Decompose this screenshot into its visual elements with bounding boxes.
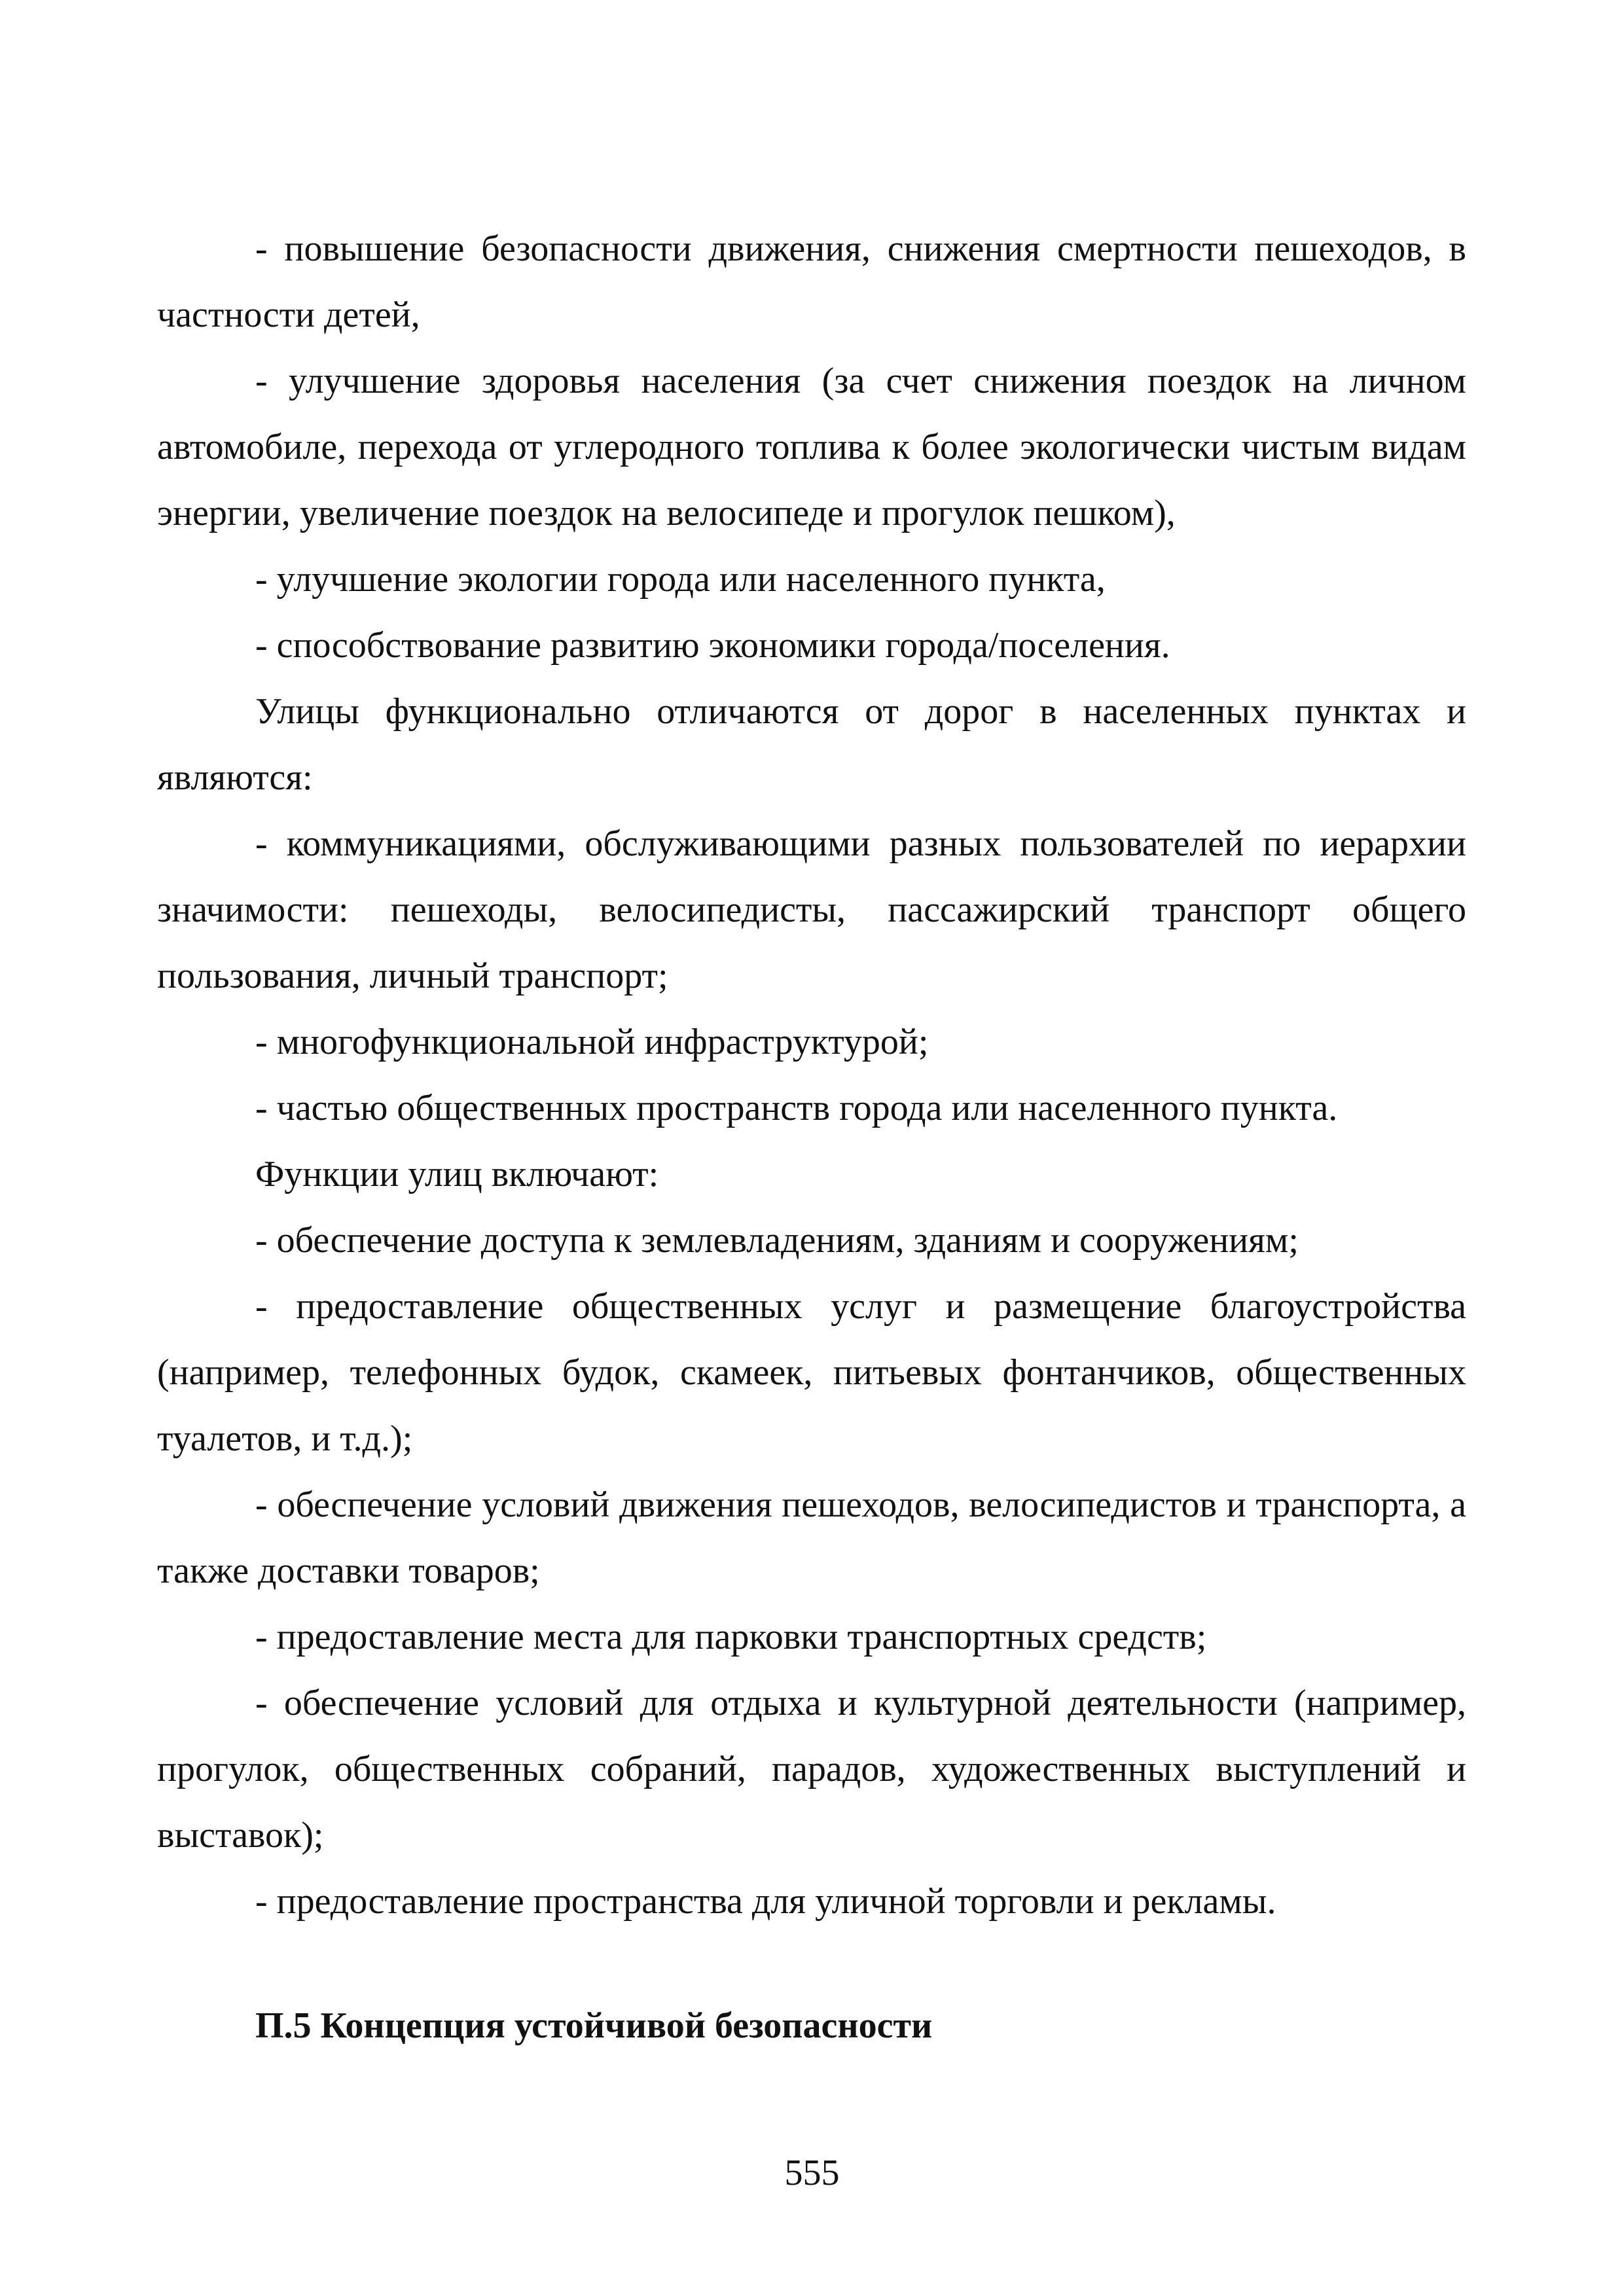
paragraph-streets-intro: Улицы функционально отличаются от дорог в населенных пунктах и являются:: [157, 691, 1466, 798]
paragraph-functions-intro: Функции улиц включают:: [255, 1154, 659, 1194]
paragraph-economy: - способствование развитию экономики города/поселения.: [255, 625, 1170, 666]
paragraph-recreation: - обеспечение условий для отдыха и культурной деятельности (например, прогулок, общественных собраний, парадов, художественных выступлений и выставок);: [157, 1683, 1466, 1856]
paragraph-movement: - обеспечение условий движения пешеходов, велосипедистов и транспорта, а также доставки товаров;: [157, 1484, 1466, 1591]
paragraph-communications: - коммуникациями, обслуживающими разных пользователей по иерархии значимости: пешеходы, велосипедисты, пассажирский транспорт общего пользования, личный транспорт;: [157, 823, 1466, 996]
paragraph-road-safety: - повышение безопасности движения, снижения смертности пешеходов, в частности детей,: [157, 228, 1466, 335]
paragraph-infrastructure: - многофункциональной инфраструктурой;: [255, 1022, 929, 1062]
section-heading: П.5 Концепция устойчивой безопасности: [255, 2005, 933, 2046]
paragraph-parking: - предоставление места для парковки транспортных средств;: [255, 1617, 1207, 1657]
paragraph-public-services: - предоставление общественных услуг и размещение благоустройства (например, телефонных будок, скамеек, питьевых фонтанчиков, общественных туалетов, и т.д.);: [157, 1286, 1466, 1459]
body-text: [157, 216, 1466, 1935]
paragraph-public-spaces: - частью общественных пространств города или населенного пункта.: [255, 1088, 1338, 1128]
paragraph-access: - обеспечение доступа к землевладениям, зданиям и сооружениям;: [255, 1220, 1299, 1261]
paragraph-street-trade: - предоставление пространства для уличной торговли и рекламы.: [255, 1881, 1276, 1922]
paragraph-public-health: - улучшение здоровья населения (за счет снижения поездок на личном автомобиле, перехода от углеродного топлива к более экологически чистым видам энергии, увеличение поездок на велосипеде и прогулок пешком),: [157, 361, 1466, 533]
paragraph-ecology: - улучшение экологии города или населенного пункта,: [255, 559, 1106, 600]
page-number: 555: [784, 2153, 840, 2193]
